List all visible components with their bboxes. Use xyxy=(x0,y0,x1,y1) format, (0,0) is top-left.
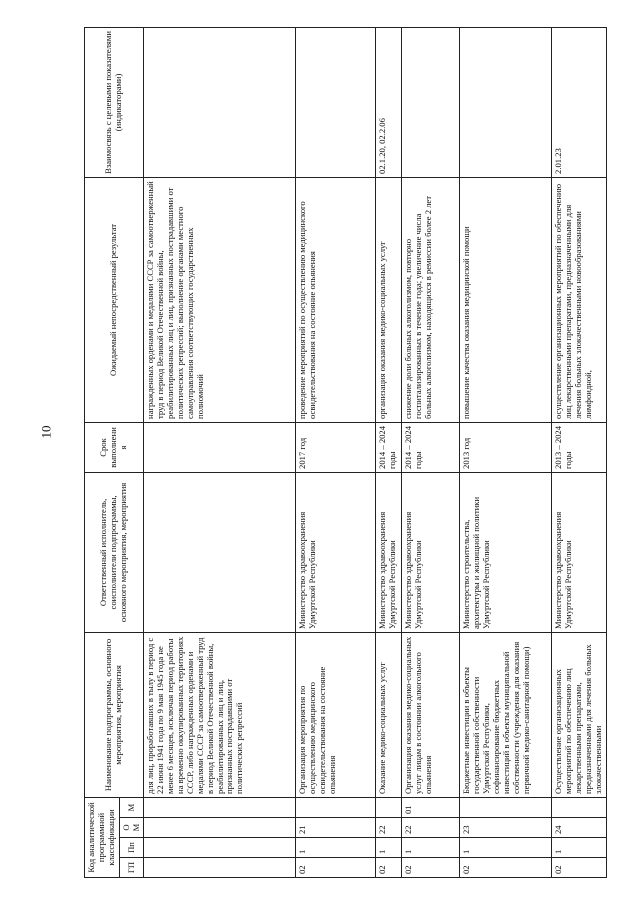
cell-pp: 1 xyxy=(296,838,376,858)
cell-gp: 02 xyxy=(552,858,606,878)
cell-om: 23 xyxy=(460,818,552,838)
table-row xyxy=(402,27,460,877)
cell-gp: 02 xyxy=(376,858,402,878)
header-gp: ГП xyxy=(119,858,144,878)
header-code-group: Код аналитической программной классификации xyxy=(85,797,120,877)
header-link: Взаимосвязь с целевыми показателями (индикаторами) xyxy=(85,27,144,177)
cell-term: 2013 год xyxy=(460,422,552,472)
cell-term: 2013 – 2024 годы xyxy=(552,422,606,472)
measures-table xyxy=(84,27,607,878)
cell-term: 2017 год xyxy=(296,422,376,472)
cell-executor: Министерство здравоохранения Удмуртской Республики xyxy=(552,472,606,632)
rotated-page-area xyxy=(84,28,603,878)
cell-result: осуществление организационных мероприятий по обеспечению лиц лекарственными препаратами, предназначенными для лечения больных злокачественными новообразованиями лимфоидной, xyxy=(552,177,606,422)
cell-executor: Министерство здравоохранения Удмуртской Республики xyxy=(376,472,402,632)
cell-m: 01 xyxy=(402,797,460,817)
cell-pp xyxy=(144,838,296,858)
table-row xyxy=(552,27,606,877)
cell-link: 2.01.23 xyxy=(552,27,606,177)
cell-result: проведение мероприятий по осуществлению медицинского освидетельствования на состояние опьянения xyxy=(296,177,376,422)
cell-m xyxy=(144,797,296,817)
cell-om: 22 xyxy=(376,818,402,838)
header-result: Ожидаемый непосредственный результат xyxy=(85,177,144,422)
cell-executor: Министерство строительства, архитектуры и жилищной политики Удмуртской Республики xyxy=(460,472,552,632)
header-name: Наименование подпрограммы, основного мероприятия, мероприятия xyxy=(85,632,144,797)
cell-link xyxy=(144,27,296,177)
cell-name: Оказание медико-социальных услуг xyxy=(376,632,402,797)
cell-term: 2014 – 2024 годы xyxy=(376,422,402,472)
header-term: Срок выполнения xyxy=(85,422,144,472)
cell-om: 21 xyxy=(296,818,376,838)
cell-executor xyxy=(144,472,296,632)
cell-name: Бюджетные инвестиции в объекты государственной собственности Удмуртской Республики, софинансирование бюджетных инвестиций в объекты муниципальной собственности (учреждения для оказания первичной медико-санитарной помощи) xyxy=(460,632,552,797)
cell-link: 02.1.20, 02.2.06 xyxy=(376,27,402,177)
cell-gp: 02 xyxy=(460,858,552,878)
cell-result: снижение доли больных алкоголизмом, повторно госпитализированных в течение года; увеличение числа больных алкоголизмом, находящихся в ремиссии более 2 лет xyxy=(402,177,460,422)
table-row xyxy=(144,27,296,877)
header-om: ОМ xyxy=(119,818,144,838)
cell-pp: 1 xyxy=(460,838,552,858)
cell-pp: 1 xyxy=(376,838,402,858)
cell-m xyxy=(296,797,376,817)
cell-om: 24 xyxy=(552,818,606,838)
cell-pp: 1 xyxy=(552,838,606,858)
cell-name: Осуществление организационных мероприятий по обеспечению лиц лекарственными препаратами, предназначенными для лечения больных злокачественными xyxy=(552,632,606,797)
header-row-1 xyxy=(85,27,120,877)
cell-result: повышение качества оказания медицинской помощи xyxy=(460,177,552,422)
header-pp: Пп xyxy=(119,838,144,858)
cell-result: организация оказания медико-социальных услуг xyxy=(376,177,402,422)
cell-link xyxy=(460,27,552,177)
cell-result: награжденных орденами и медалями СССР за самоотверженный труд в период Великой Отечественной войны, реабилитированных лиц и лиц, признанных пострадавшими от политических репрессий; выполнение органами местного самоуправления соответствующих государственных полномочий xyxy=(144,177,296,422)
cell-m xyxy=(552,797,606,817)
page-number: 10 xyxy=(38,425,54,439)
header-executor: Ответственный исполнитель, соисполнители подпрограммы, основного мероприятия, мероприятия xyxy=(85,472,144,632)
table-row xyxy=(296,27,376,877)
cell-term xyxy=(144,422,296,472)
cell-gp xyxy=(144,858,296,878)
cell-m xyxy=(376,797,402,817)
cell-name: для лиц, проработавших в тылу в период с 22 июня 1941 года по 9 мая 1945 года не менее 6 месяцев, исключая период работы на временно оккупированных территориях СССР, либо награжденных орденами и медалями СССР за самоотверженный труд в период Великой Отечественной войны, реабилитированных лиц и лиц, признанных пострадавшими от политических репрессий xyxy=(144,632,296,797)
table-row xyxy=(376,27,402,877)
cell-om xyxy=(144,818,296,838)
cell-executor: Министерство здравоохранения Удмуртской Республики xyxy=(402,472,460,632)
cell-executor: Министерство здравоохранения Удмуртской Республики xyxy=(296,472,376,632)
cell-om: 22 xyxy=(402,818,460,838)
rotated-table-wrapper xyxy=(84,28,603,878)
table-row xyxy=(460,27,552,877)
cell-link xyxy=(296,27,376,177)
header-m: М xyxy=(119,797,144,817)
cell-link xyxy=(402,27,460,177)
cell-name: Организация мероприятия по осуществлению медицинского освидетельствования на состояние опьянения xyxy=(296,632,376,797)
cell-gp: 02 xyxy=(296,858,376,878)
cell-term: 2014 – 2024 годы xyxy=(402,422,460,472)
cell-name: Организация оказания медико-социальных услуг лицам в состоянии алкогольного опьянения xyxy=(402,632,460,797)
cell-gp: 02 xyxy=(402,858,460,878)
cell-pp: 1 xyxy=(402,838,460,858)
cell-m xyxy=(460,797,552,817)
